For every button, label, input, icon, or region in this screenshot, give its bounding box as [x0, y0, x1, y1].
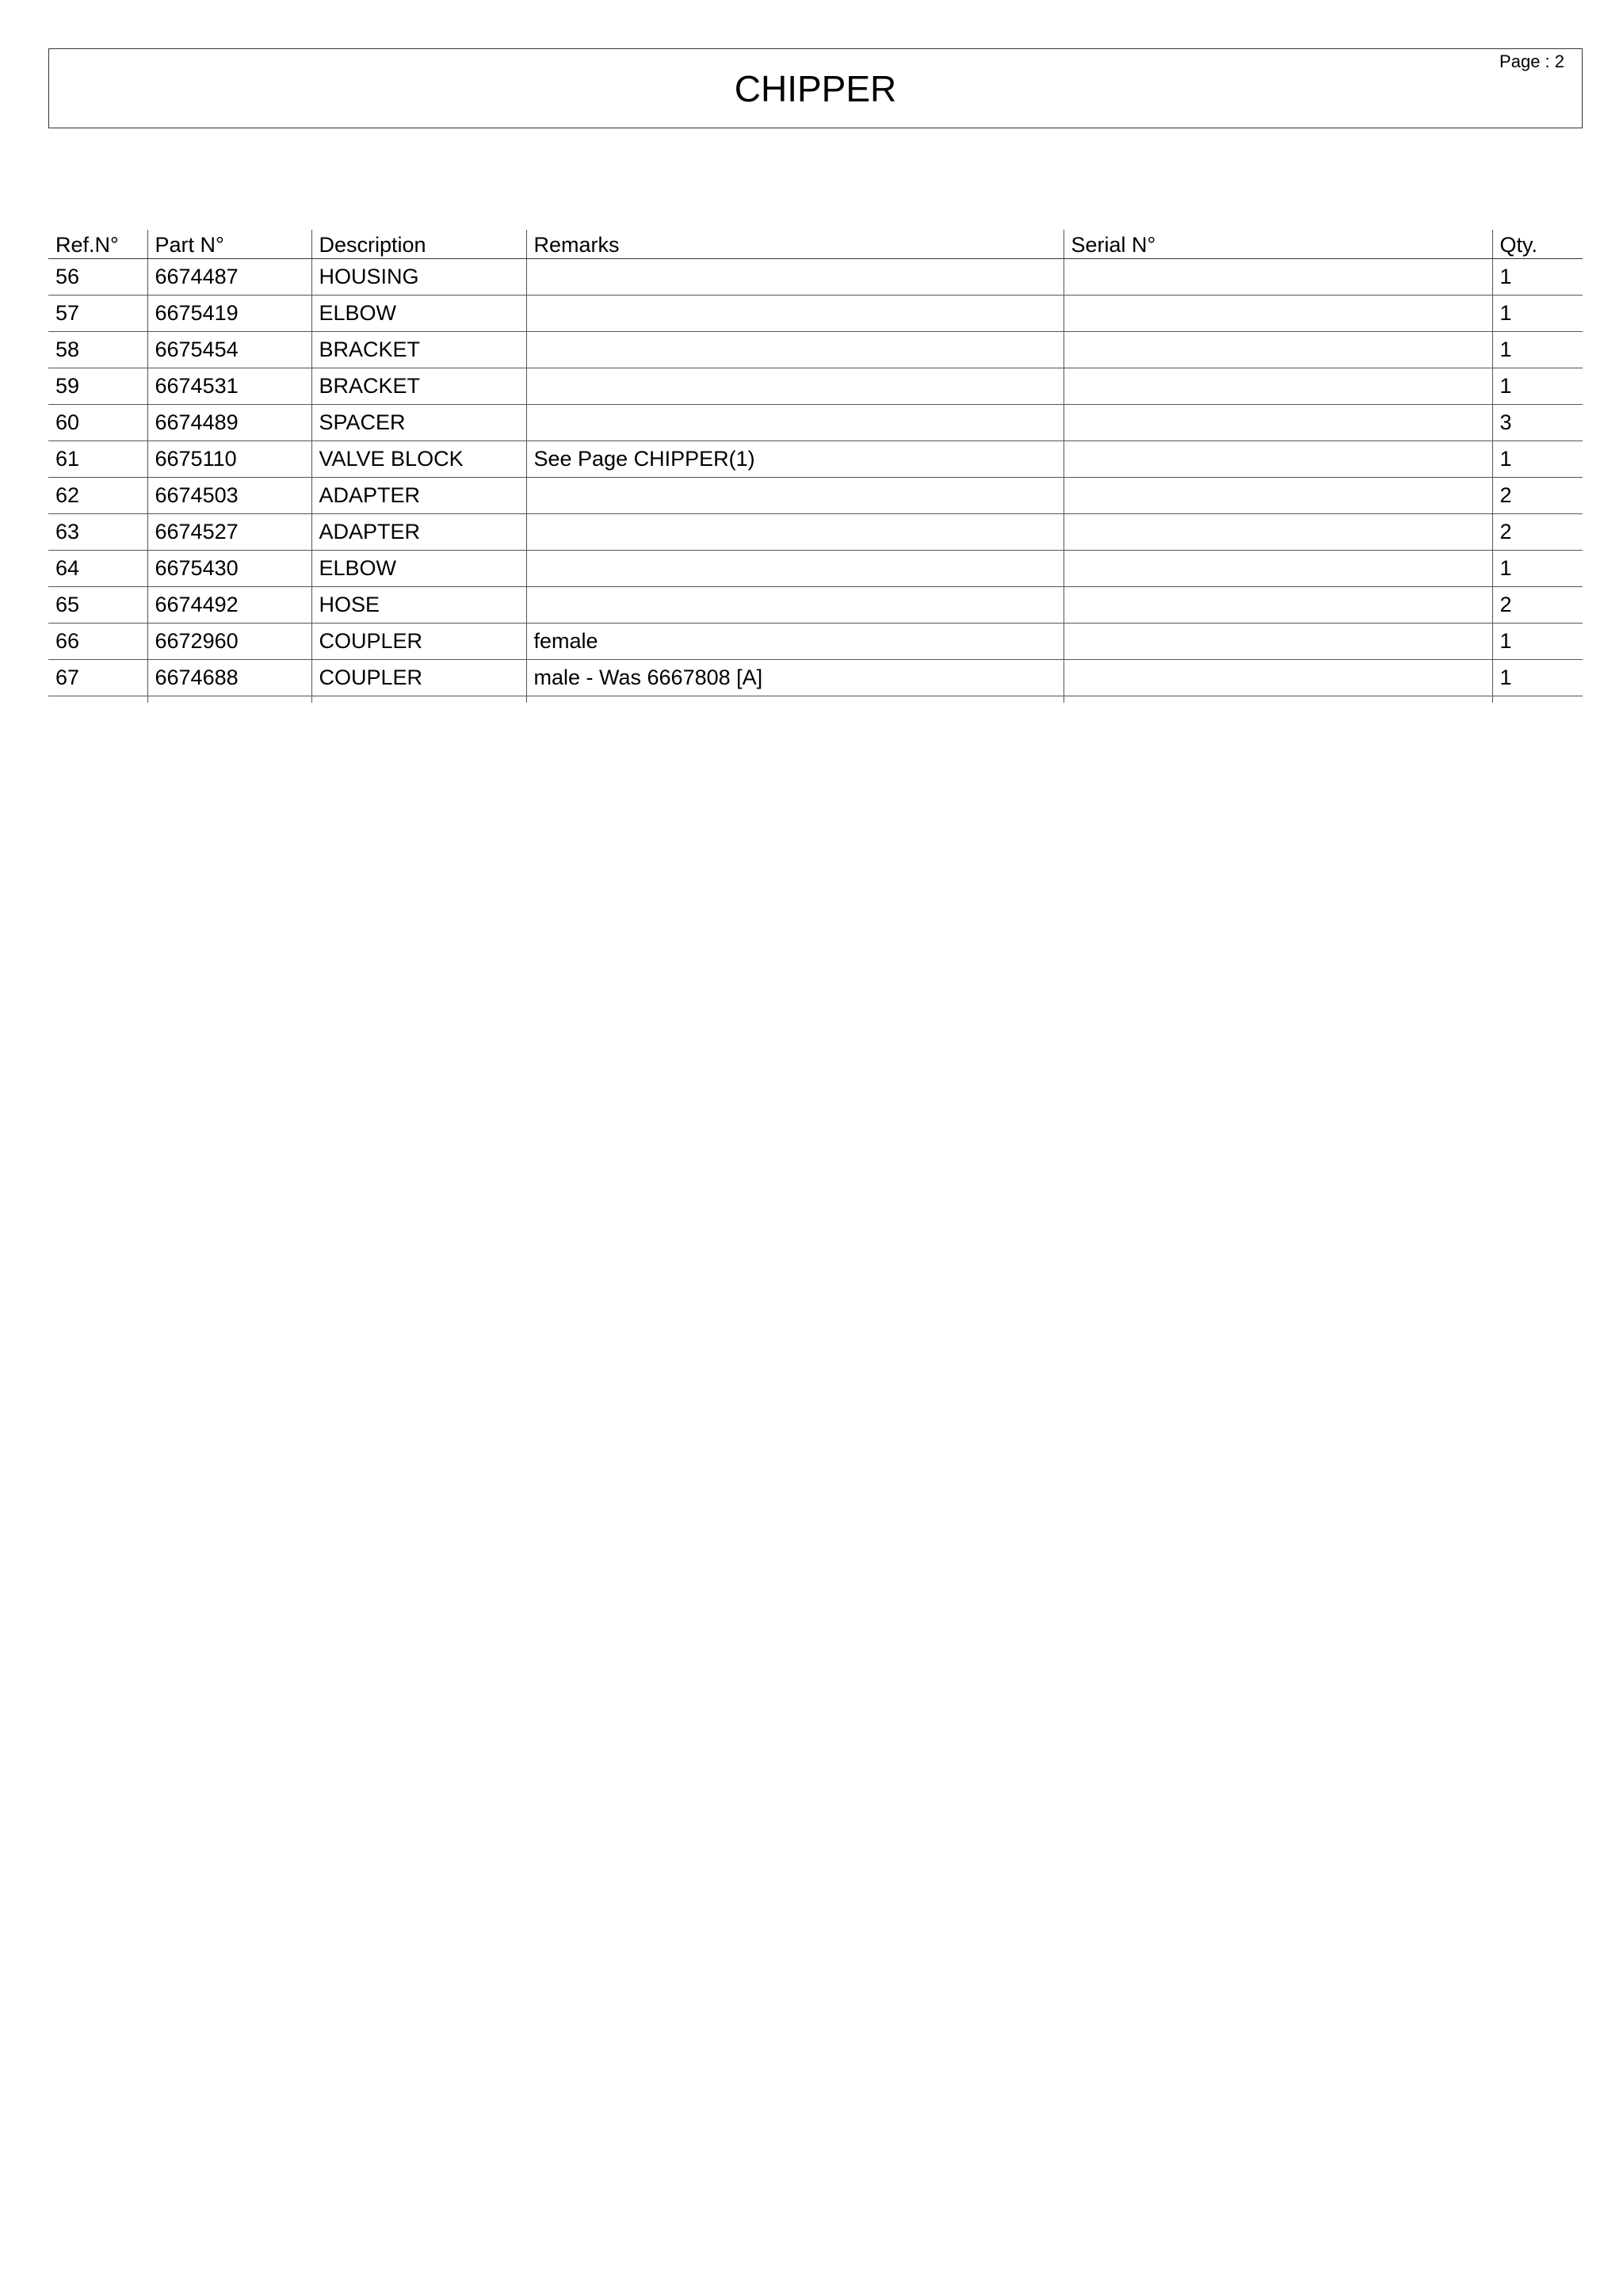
column-header-serial: Serial N° — [1064, 230, 1492, 259]
cell-ref: 62 — [48, 478, 147, 514]
cell-qty: 3 — [1492, 405, 1583, 441]
page-number: Page : 2 — [1499, 51, 1564, 71]
cell-serial — [1064, 478, 1492, 514]
cell-description: ELBOW — [311, 296, 526, 332]
column-header-qty: Qty. — [1492, 230, 1583, 259]
cell-part-number: 6674688 — [147, 660, 311, 696]
cell-ref: 56 — [48, 259, 147, 296]
cell-ref: 64 — [48, 551, 147, 587]
cell-ref: 58 — [48, 332, 147, 368]
cell-description: COUPLER — [311, 660, 526, 696]
cell-serial — [1064, 514, 1492, 551]
table-row — [48, 624, 1583, 660]
cell-serial — [1064, 441, 1492, 478]
cell-description: BRACKET — [311, 368, 526, 405]
cell-part-number: 6675419 — [147, 296, 311, 332]
cell-serial — [1064, 660, 1492, 696]
column-header-part: Part N° — [147, 230, 311, 259]
table-row — [48, 259, 1583, 296]
cell-qty: 2 — [1492, 478, 1583, 514]
cell-remarks: female — [526, 624, 1064, 660]
cell-part-number: 6672960 — [147, 624, 311, 660]
cell-qty: 1 — [1492, 332, 1583, 368]
cell-serial — [1064, 551, 1492, 587]
cell-remarks — [526, 478, 1064, 514]
cell-qty: 1 — [1492, 624, 1583, 660]
table-tail-cell — [526, 696, 1064, 703]
cell-qty: 2 — [1492, 514, 1583, 551]
cell-part-number: 6675430 — [147, 551, 311, 587]
cell-part-number: 6674527 — [147, 514, 311, 551]
cell-ref: 57 — [48, 296, 147, 332]
cell-serial — [1064, 368, 1492, 405]
table-row — [48, 405, 1583, 441]
table-row — [48, 296, 1583, 332]
cell-part-number: 6674489 — [147, 405, 311, 441]
cell-qty: 1 — [1492, 368, 1583, 405]
cell-qty: 1 — [1492, 551, 1583, 587]
cell-ref: 67 — [48, 660, 147, 696]
cell-remarks — [526, 368, 1064, 405]
table-header — [48, 230, 1583, 259]
cell-description: BRACKET — [311, 332, 526, 368]
cell-description: HOUSING — [311, 259, 526, 296]
column-header-ref: Ref.N° — [48, 230, 147, 259]
table-row — [48, 368, 1583, 405]
cell-qty: 2 — [1492, 587, 1583, 624]
cell-ref: 60 — [48, 405, 147, 441]
cell-qty: 1 — [1492, 441, 1583, 478]
cell-serial — [1064, 296, 1492, 332]
cell-remarks — [526, 514, 1064, 551]
cell-serial — [1064, 405, 1492, 441]
cell-remarks — [526, 405, 1064, 441]
table-tail-cell — [48, 696, 147, 703]
cell-qty: 1 — [1492, 259, 1583, 296]
table-row — [48, 587, 1583, 624]
cell-part-number: 6675110 — [147, 441, 311, 478]
table-row — [48, 441, 1583, 478]
table-row — [48, 551, 1583, 587]
cell-remarks — [526, 259, 1064, 296]
cell-part-number: 6674503 — [147, 478, 311, 514]
cell-serial — [1064, 332, 1492, 368]
table-body — [48, 259, 1583, 703]
cell-remarks — [526, 332, 1064, 368]
cell-ref: 61 — [48, 441, 147, 478]
table-tail-cell — [311, 696, 526, 703]
table-row — [48, 660, 1583, 696]
cell-part-number: 6674487 — [147, 259, 311, 296]
cell-serial — [1064, 259, 1492, 296]
cell-serial — [1064, 624, 1492, 660]
cell-serial — [1064, 587, 1492, 624]
cell-description: ELBOW — [311, 551, 526, 587]
column-header-description: Description — [311, 230, 526, 259]
cell-description: HOSE — [311, 587, 526, 624]
table-row — [48, 478, 1583, 514]
cell-part-number: 6674492 — [147, 587, 311, 624]
cell-part-number: 6674531 — [147, 368, 311, 405]
cell-description: SPACER — [311, 405, 526, 441]
header-row — [48, 230, 1583, 259]
cell-description: COUPLER — [311, 624, 526, 660]
parts-table — [48, 230, 1583, 703]
cell-part-number: 6675454 — [147, 332, 311, 368]
cell-qty: 1 — [1492, 296, 1583, 332]
table-tail-row — [48, 696, 1583, 703]
cell-ref: 65 — [48, 587, 147, 624]
cell-remarks: male - Was 6667808 [A] — [526, 660, 1064, 696]
cell-description: ADAPTER — [311, 478, 526, 514]
table-row — [48, 332, 1583, 368]
cell-qty: 1 — [1492, 660, 1583, 696]
page-title: CHIPPER — [734, 68, 897, 109]
page-header — [48, 48, 1583, 128]
cell-ref: 59 — [48, 368, 147, 405]
table-tail-cell — [1492, 696, 1583, 703]
table-row — [48, 514, 1583, 551]
cell-ref: 66 — [48, 624, 147, 660]
cell-remarks: See Page CHIPPER(1) — [526, 441, 1064, 478]
table-tail-cell — [1064, 696, 1492, 703]
table-tail-cell — [147, 696, 311, 703]
cell-ref: 63 — [48, 514, 147, 551]
cell-remarks — [526, 551, 1064, 587]
cell-description: ADAPTER — [311, 514, 526, 551]
cell-remarks — [526, 296, 1064, 332]
column-header-remarks: Remarks — [526, 230, 1064, 259]
cell-remarks — [526, 587, 1064, 624]
cell-description: VALVE BLOCK — [311, 441, 526, 478]
